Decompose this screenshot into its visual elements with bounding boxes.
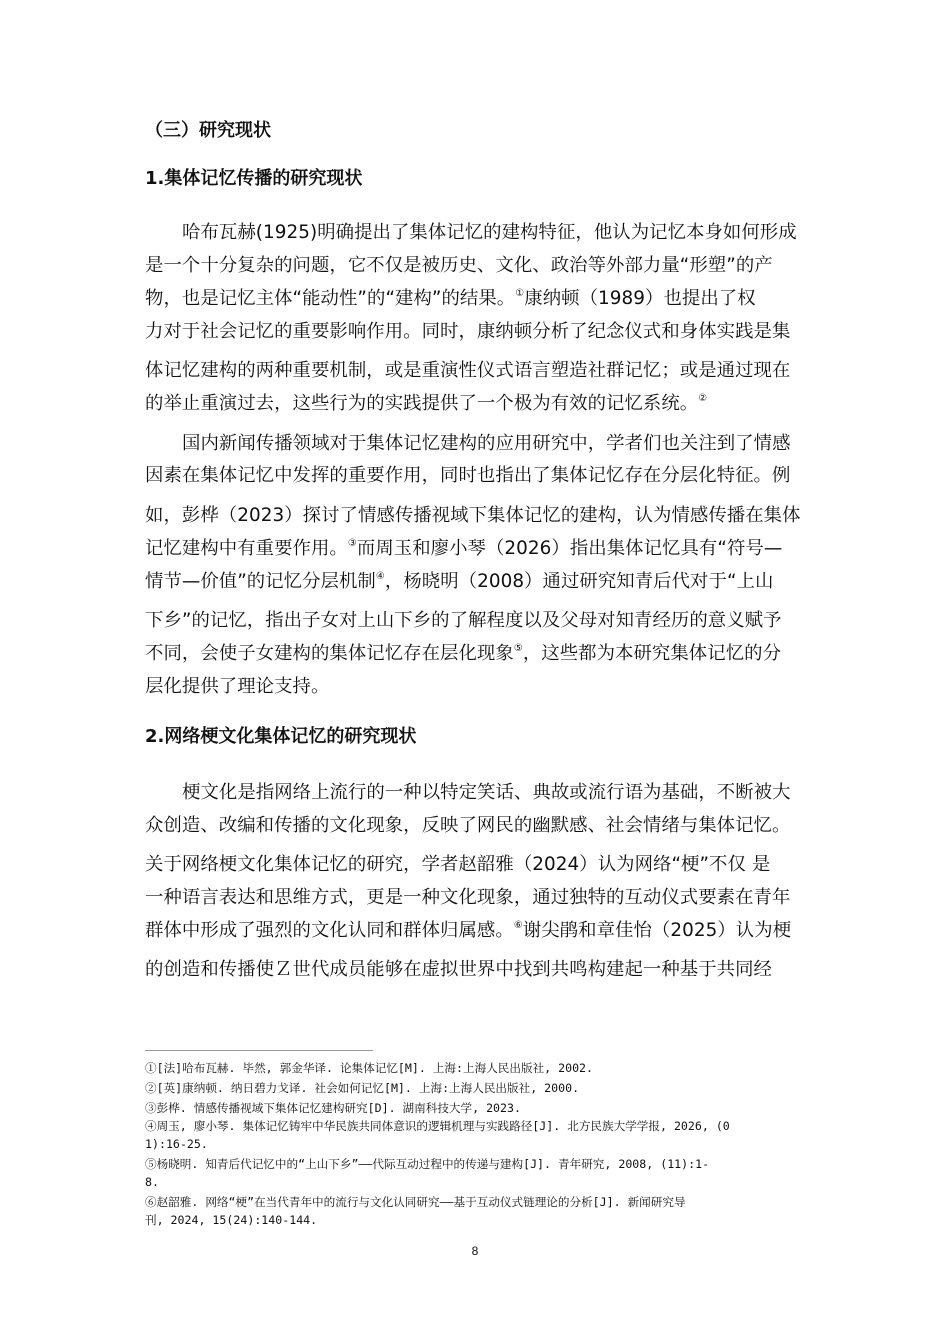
page-number: 8 <box>471 1244 479 1258</box>
footnote: 8. <box>145 1175 159 1189</box>
body-line: 的举止重演过去，这些行为的实践提供了一个极为有效的记忆系统。② <box>145 393 708 414</box>
body-line: 的创造和传播使Ｚ世代成员能够在虚拟世界中找到共鸣构建起一种基于共同经 <box>145 959 772 980</box>
footnote: 1):16-25. <box>145 1137 208 1151</box>
body-line: 层化提供了理论支持。 <box>145 676 330 697</box>
footnote-ref: ② <box>698 393 708 404</box>
footnote-ref: ③ <box>347 538 357 549</box>
body-line: 关于网络梗文化集体记忆的研究，学者赵韶雅（2024）认为网络“梗”不仅 是 <box>145 854 771 875</box>
footnote: 刊, 2024, 15(24):140-144. <box>145 1213 318 1227</box>
body-line: 物，也是记忆主体“能动性”的“建构”的结果。①康纳顿（1989）也提出了权 <box>145 288 756 309</box>
subheading-meme-culture: 2.网络梗文化集体记忆的研究现状 <box>145 726 417 747</box>
body-line: 一种语言表达和思维方式，更是一种文化现象，通过独特的互动仪式要素在青年 <box>145 887 791 908</box>
section-heading: （三）研究现状 <box>145 120 271 141</box>
footnote-separator <box>145 1050 373 1051</box>
footnote: ③彭桦. 情感传播视域下集体记忆建构研究[D]. 湖南科技大学, 2023. <box>145 1101 521 1115</box>
footnote: ①[法]哈布瓦赫. 毕然, 郭金华译. 论集体记忆[M]. 上海:上海人民出版社, 2002. <box>145 1061 594 1075</box>
body-line: 不同，会使子女建构的集体记忆存在层化现象⑤，这些都为本研究集体记忆的分 <box>145 643 782 664</box>
body-line: 记忆建构中有重要作用。③而周玉和廖小琴（2026）指出集体记忆具有“符号— <box>145 538 783 559</box>
footnote: ⑤杨晓明. 知青后代记忆中的“上山下乡”——代际互动过程中的传递与建构[J]. 青年研究, 2008, (11):1- <box>145 1157 710 1171</box>
footnote: ②[英]康纳顿. 纳日碧力戈译. 社会如何记忆[M]. 上海:上海人民出版社, 2000. <box>145 1081 580 1095</box>
body-line: 众创造、改编和传播的文化现象，反映了网民的幽默感、社会情绪与集体记忆。 <box>145 815 791 836</box>
body-line: 因素在集体记忆中发挥的重要作用，同时也指出了集体记忆存在分层化特征。例 <box>145 465 791 486</box>
footnote-ref: ① <box>515 288 525 299</box>
footnote-ref: ⑥ <box>513 920 523 931</box>
footnote: ④周玉, 廖小琴. 集体记忆铸牢中华民族共同体意识的逻辑机理与实践路径[J]. 北方民族大学学报, 2026, (0 <box>145 1119 730 1133</box>
body-line: 体记忆建构的两种重要机制，或是重演性仪式语言塑造社群记忆；或是通过现在 <box>145 360 791 381</box>
body-line: 梗文化是指网络上流行的一种以特定笑话、典故或流行语为基础，不断被大 <box>182 782 791 803</box>
body-line: 国内新闻传播领域对于集体记忆建构的应用研究中，学者们也关注到了情感 <box>182 433 791 454</box>
footnote-ref: ④ <box>375 571 385 582</box>
body-line: 情节—价值”的记忆分层机制④，杨晓明（2008）通过研究知青后代对于“上山 <box>145 571 774 592</box>
body-line: 如，彭桦（2023）探讨了情感传播视域下集体记忆的建构，认为情感传播在集体 <box>145 505 801 526</box>
footnote-ref: ⑤ <box>513 643 523 654</box>
body-line: 哈布瓦赫(1925)明确提出了集体记忆的建构特征，他认为记忆本身如何形成 <box>182 222 797 243</box>
body-line: 下乡”的记忆，指出子女对上山下乡的了解程度以及父母对知青经历的意义赋予 <box>145 610 782 631</box>
subheading-collective-memory: 1.集体记忆传播的研究现状 <box>145 168 363 189</box>
body-line: 群体中形成了强烈的文化认同和群体归属感。⑥谢尖鹃和章佳怡（2025）认为梗 <box>145 920 792 941</box>
body-line: 是一个十分复杂的问题，它不仅是被历史、文化、政治等外部力量“形塑”的产 <box>145 255 773 276</box>
footnote: ⑥赵韶雅. 网络“梗”在当代青年中的流行与文化认同研究——基于互动仪式链理论的分析[J]. 新闻研究导 <box>145 1195 686 1209</box>
body-line: 力对于社会记忆的重要影响作用。同时，康纳顿分析了纪念仪式和身体实践是集 <box>145 321 791 342</box>
